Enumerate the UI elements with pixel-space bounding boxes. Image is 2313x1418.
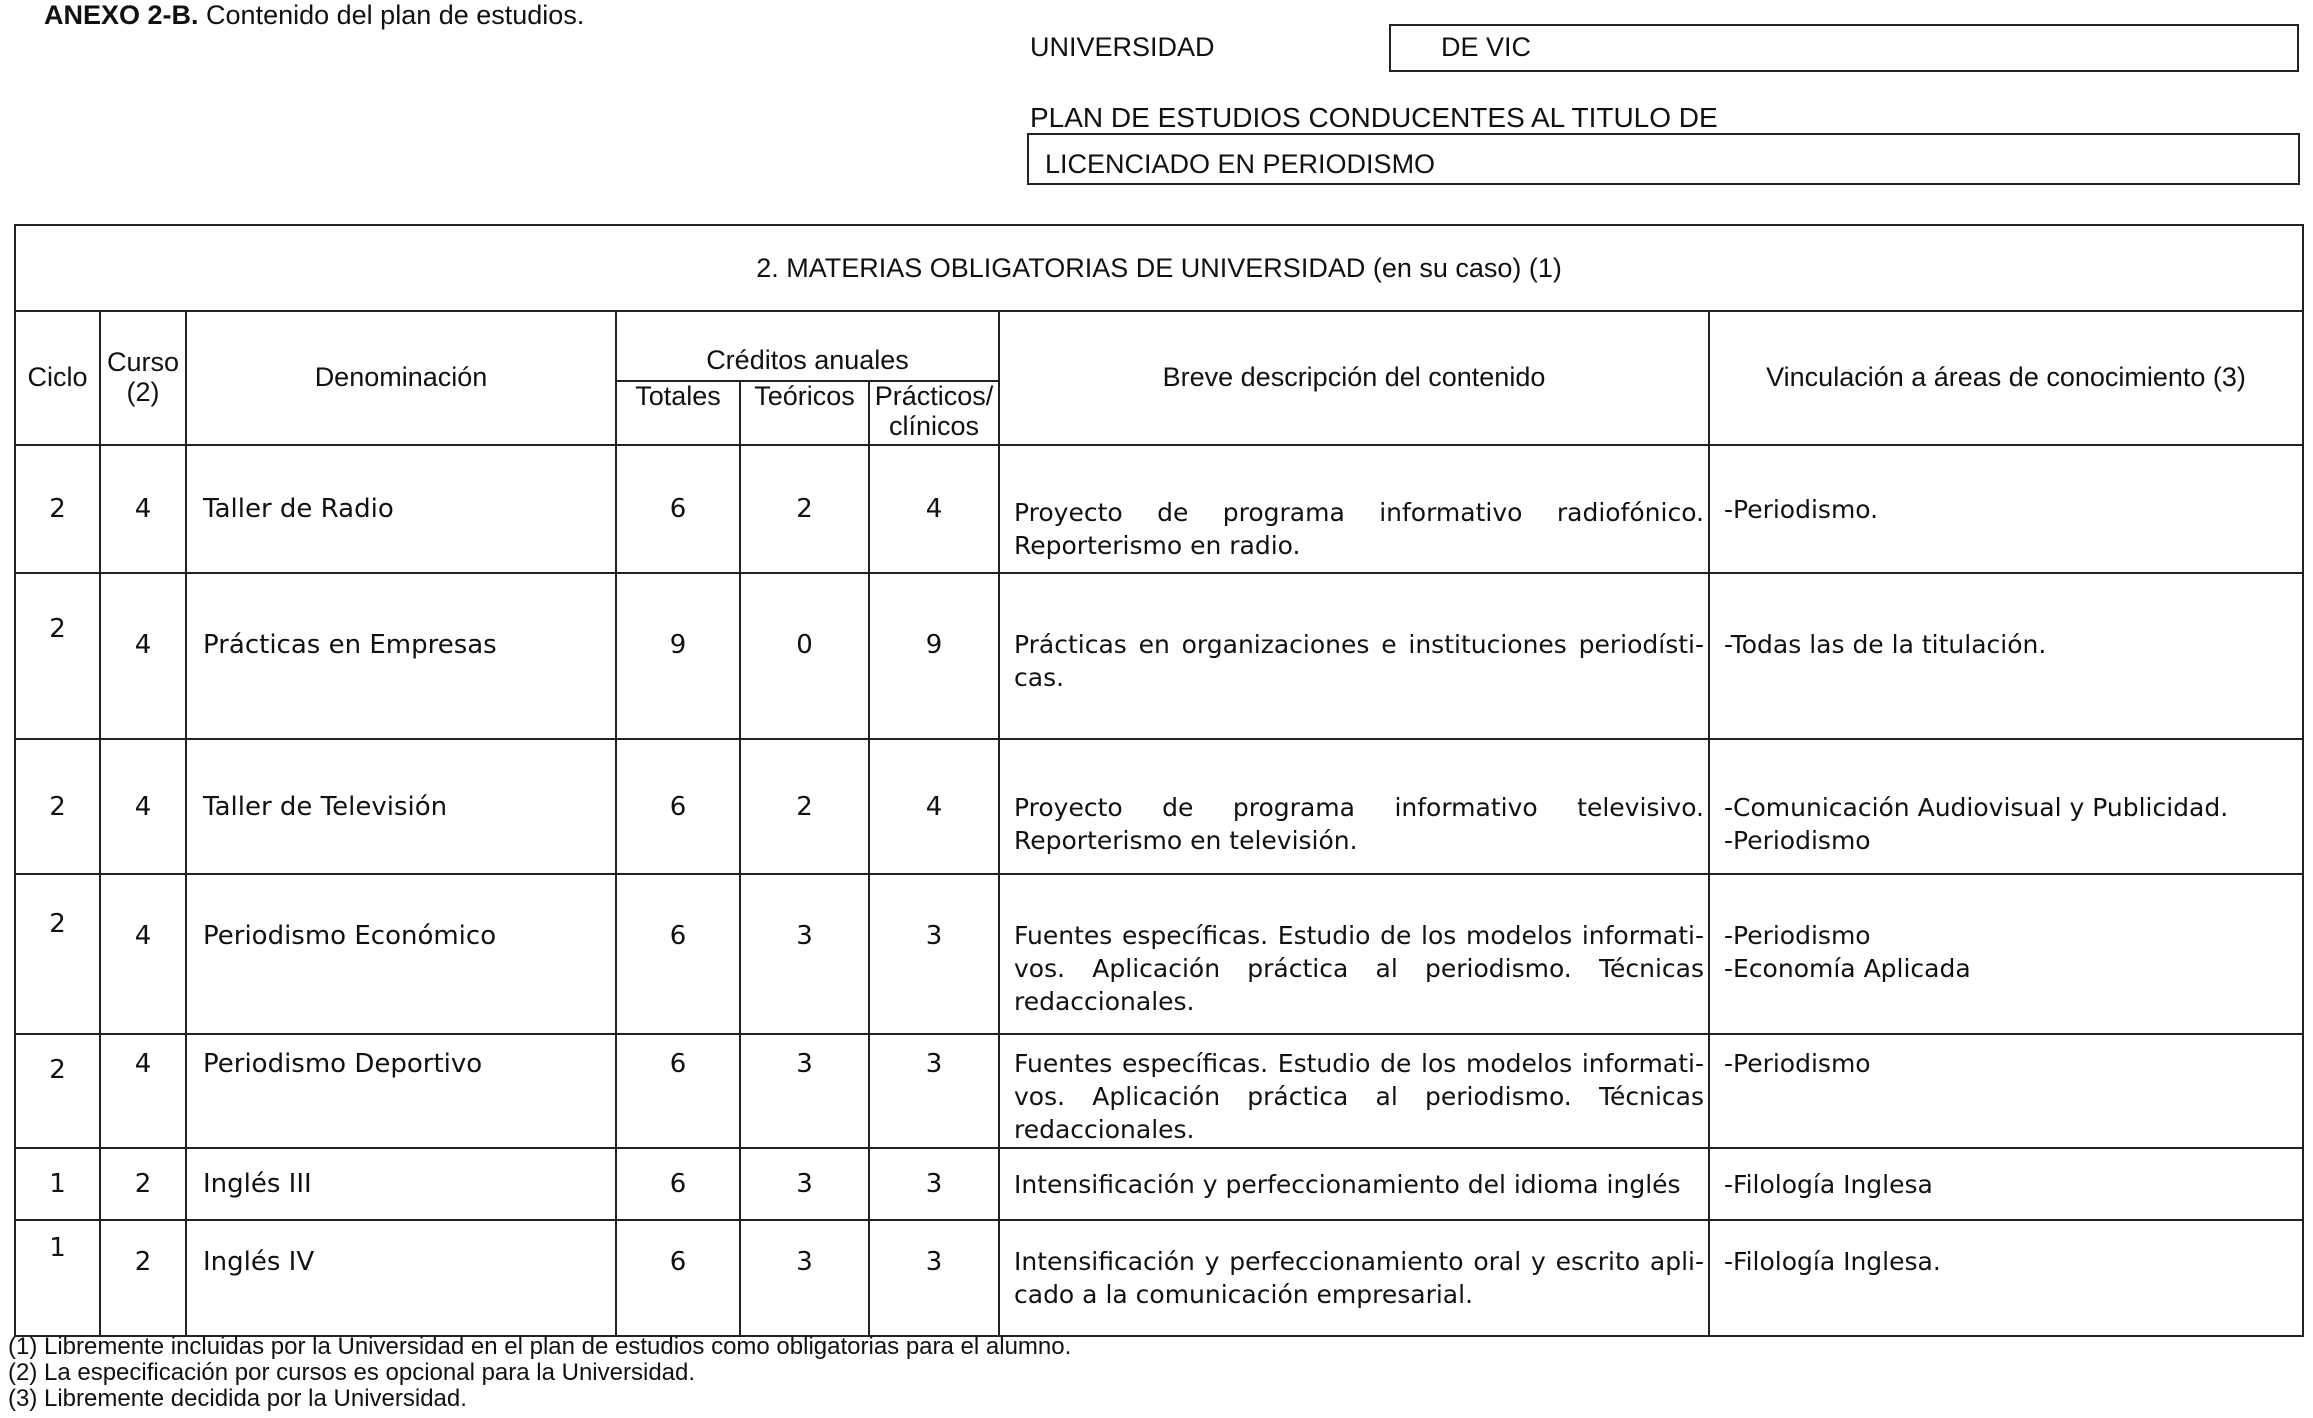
- cell-ciclo: 2: [15, 739, 100, 874]
- cell-totales: 9: [616, 573, 740, 739]
- col-totales: Totales: [616, 381, 740, 445]
- cell-curso: 2: [100, 1220, 186, 1336]
- cell-curso: 4: [100, 573, 186, 739]
- plan-label: PLAN DE ESTUDIOS CONDUCENTES AL TITULO DE: [1030, 102, 1718, 133]
- area-item: -Periodismo: [1724, 921, 1871, 950]
- table-row: [15, 1148, 2303, 1220]
- table-row: [15, 874, 2303, 1034]
- cell-denominacion: Periodismo Económico: [186, 874, 616, 1034]
- cell-descripcion: Fuentes específicas. Estudio de los modelos informati-vos. Aplicación práctica al periodismo. Técnicas redaccionales.: [999, 1034, 1709, 1148]
- table-row: [15, 1034, 2303, 1148]
- cell-practicos: 3: [869, 874, 999, 1034]
- cell-denominacion: Periodismo Deportivo: [186, 1034, 616, 1148]
- cell-totales: 6: [616, 1034, 740, 1148]
- cell-curso: 4: [100, 874, 186, 1034]
- cell-descripcion: Intensificación y perfeccionamiento oral y escrito apli-cado a la comunicación empresarial.: [999, 1220, 1709, 1336]
- annex-title: Contenido del plan de estudios.: [206, 0, 585, 30]
- cell-totales: 6: [616, 445, 740, 573]
- area-item: -Comunicación Audiovisual y Publicidad.: [1724, 792, 2229, 822]
- cell-teoricos: 2: [740, 739, 869, 874]
- cell-totales: 6: [616, 874, 740, 1034]
- annex-number: ANEXO 2-B.: [44, 0, 199, 30]
- cell-practicos: 3: [869, 1034, 999, 1148]
- col-teoricos: Teóricos: [740, 381, 869, 445]
- area-item: -Economía Aplicada: [1724, 954, 1971, 983]
- cell-denominacion: Inglés III: [186, 1148, 616, 1220]
- cell-ciclo: 2: [15, 1034, 100, 1148]
- col-practicos-label-2: clínicos: [888, 410, 980, 441]
- footnotes: [8, 1334, 1071, 1412]
- table-row: [15, 445, 2303, 573]
- col-curso-label: Curso: [106, 347, 180, 378]
- footnote-2: (2) La especificación por cursos es opcional para la Universidad.: [8, 1359, 696, 1386]
- annex-heading: [44, 0, 584, 31]
- cell-denominacion: Inglés IV: [186, 1220, 616, 1336]
- cell-areas: [1709, 1220, 2303, 1336]
- cell-areas: [1709, 1034, 2303, 1148]
- cell-areas: [1709, 573, 2303, 739]
- cell-ciclo: 2: [15, 874, 100, 1034]
- footnote-3: (3) Libremente decidida por la Universidad.: [8, 1385, 467, 1412]
- cell-teoricos: 3: [740, 1034, 869, 1148]
- cell-ciclo: 1: [15, 1148, 100, 1220]
- footnote-1: (1) Libremente incluidas por la Universidad en el plan de estudios como obligatorias para el alumno.: [8, 1333, 1072, 1360]
- cell-areas: [1709, 739, 2303, 874]
- cell-teoricos: 3: [740, 874, 869, 1034]
- cell-totales: 6: [616, 739, 740, 874]
- university-value: DE VIC: [1389, 24, 2299, 72]
- cell-ciclo: 1: [15, 1220, 100, 1336]
- col-practicos: [869, 381, 999, 445]
- cell-curso: 4: [100, 739, 186, 874]
- table-row: [15, 739, 2303, 874]
- area-item: -Filología Inglesa.: [1724, 1247, 1941, 1276]
- cell-totales: 6: [616, 1220, 740, 1336]
- col-vinculacion: Vinculación a áreas de conocimiento (3): [1709, 311, 2303, 445]
- cell-curso: 4: [100, 1034, 186, 1148]
- cell-descripcion: Intensificación y perfeccionamiento del idioma inglés: [999, 1148, 1709, 1220]
- col-curso: [100, 311, 186, 445]
- cell-areas: [1709, 445, 2303, 573]
- cell-practicos: 3: [869, 1220, 999, 1336]
- cell-practicos: 4: [869, 739, 999, 874]
- cell-descripcion: Prácticas en organizaciones e instituciones periodísti-cas.: [999, 573, 1709, 739]
- cell-areas: [1709, 1148, 2303, 1220]
- cell-denominacion: Prácticas en Empresas: [186, 573, 616, 739]
- col-curso-note: (2): [126, 377, 160, 407]
- col-creditos: Créditos anuales: [616, 311, 999, 381]
- subjects-table: [14, 224, 2304, 1337]
- cell-totales: 6: [616, 1148, 740, 1220]
- table-title: 2. MATERIAS OBLIGATORIAS DE UNIVERSIDAD (en su caso) (1): [15, 225, 2303, 311]
- col-descripcion: Breve descripción del contenido: [999, 311, 1709, 445]
- cell-descripcion: Proyecto de programa informativo radiofónico. Reporterismo en radio.: [999, 445, 1709, 573]
- cell-teoricos: 2: [740, 445, 869, 573]
- col-denominacion: Denominación: [186, 311, 616, 445]
- cell-teoricos: 3: [740, 1220, 869, 1336]
- table-row: [15, 1220, 2303, 1336]
- cell-ciclo: 2: [15, 573, 100, 739]
- cell-curso: 2: [100, 1148, 186, 1220]
- area-item: -Todas las de la titulación.: [1724, 630, 2047, 659]
- cell-descripcion: Fuentes específicas. Estudio de los modelos informati-vos. Aplicación práctica al periodismo. Técnicas redaccionales.: [999, 874, 1709, 1034]
- cell-descripcion: Proyecto de programa informativo televisivo. Reporterismo en televisión.: [999, 739, 1709, 874]
- university-label: UNIVERSIDAD: [1030, 32, 1215, 62]
- plan-value: LICENCIADO EN PERIODISMO: [1027, 133, 2300, 185]
- area-item: -Periodismo: [1724, 1049, 1871, 1078]
- area-item: -Periodismo.: [1724, 494, 1879, 524]
- cell-teoricos: 3: [740, 1148, 869, 1220]
- col-practicos-label: Prácticos/: [874, 381, 994, 411]
- cell-areas: [1709, 874, 2303, 1034]
- cell-denominacion: Taller de Televisión: [186, 739, 616, 874]
- cell-denominacion: Taller de Radio: [186, 445, 616, 573]
- area-item: -Periodismo: [1724, 825, 1871, 855]
- cell-curso: 4: [100, 445, 186, 573]
- cell-practicos: 9: [869, 573, 999, 739]
- area-item: -Filología Inglesa: [1724, 1169, 1933, 1199]
- cell-practicos: 3: [869, 1148, 999, 1220]
- table-row: [15, 573, 2303, 739]
- cell-ciclo: 2: [15, 445, 100, 573]
- col-ciclo: Ciclo: [15, 311, 100, 445]
- cell-teoricos: 0: [740, 573, 869, 739]
- cell-practicos: 4: [869, 445, 999, 573]
